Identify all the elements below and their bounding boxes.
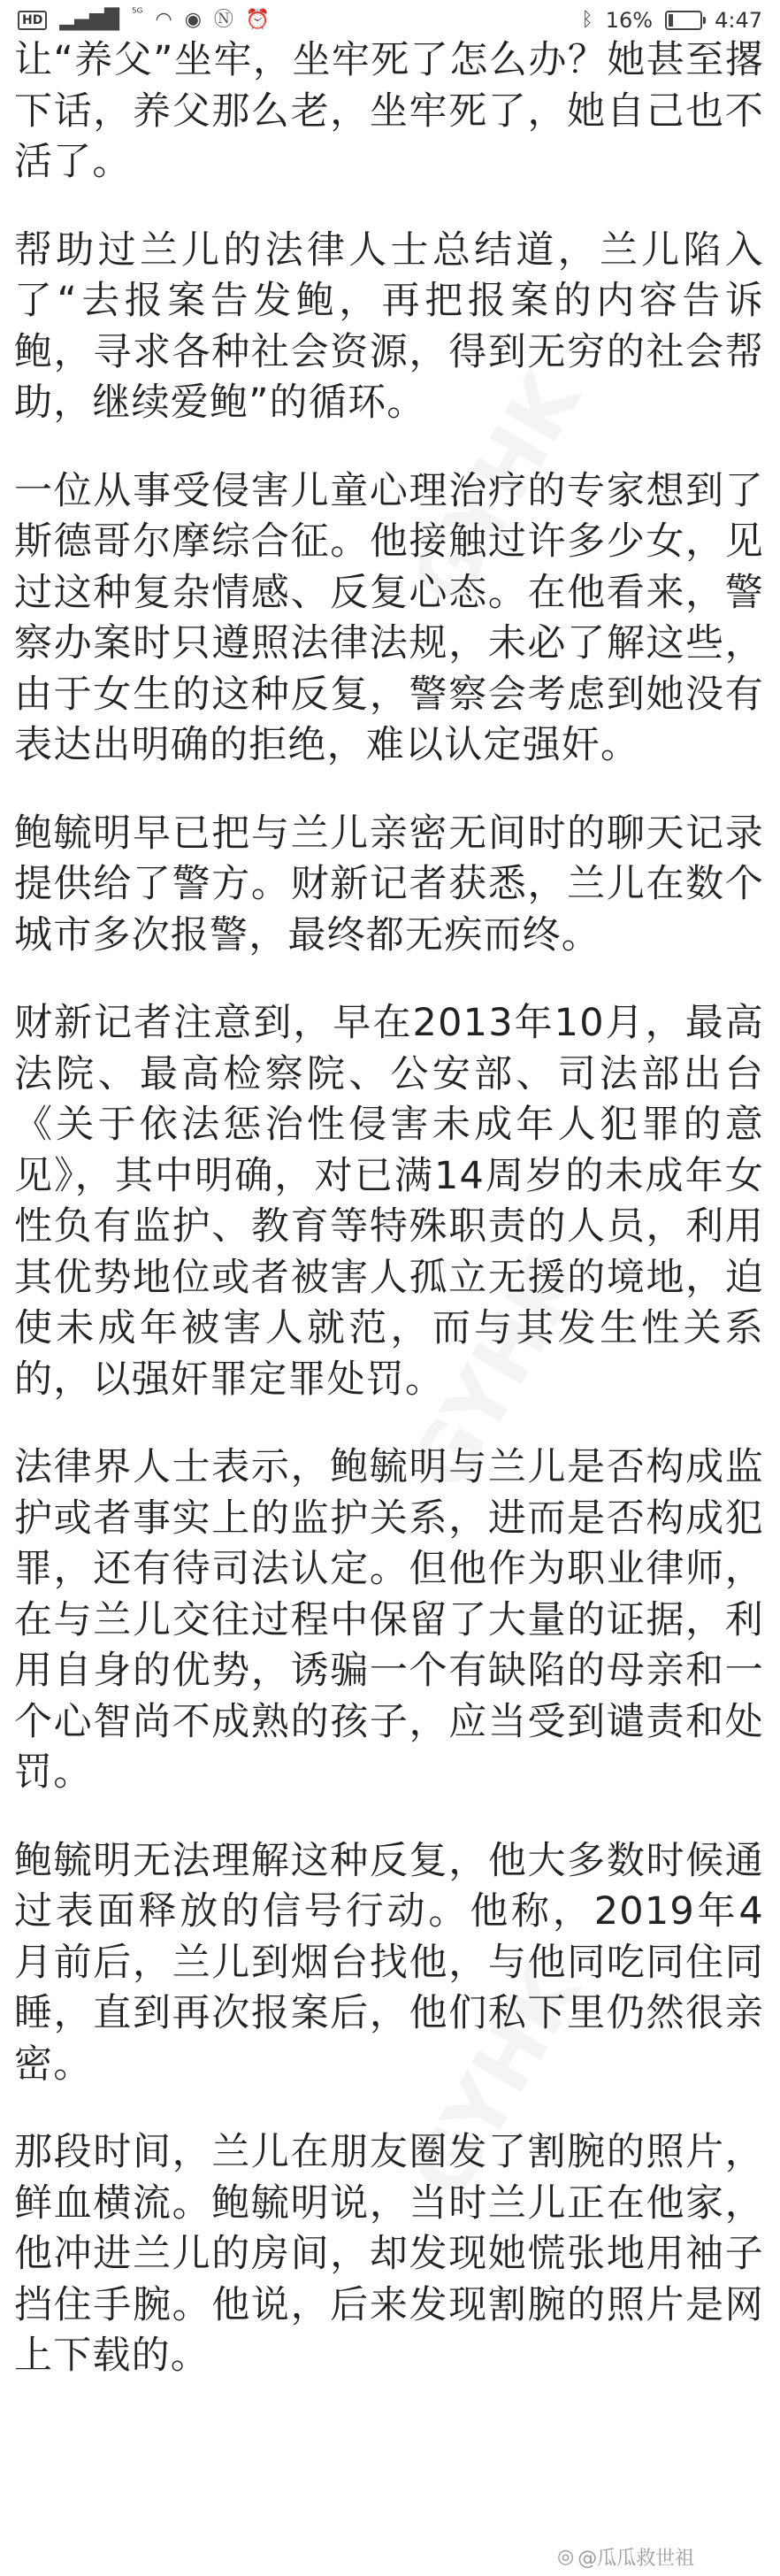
network-type: ⁵ᴳ <box>132 6 143 20</box>
background-watermark: GYHK <box>394 358 600 620</box>
battery-fill <box>669 14 673 27</box>
alarm-icon: ⏰ <box>245 9 271 31</box>
article-body <box>0 35 780 2419</box>
eye-icon: ◉ <box>184 9 202 31</box>
watermark-text: @瓜瓜救世祖 <box>577 2548 695 2570</box>
battery-icon <box>665 11 702 30</box>
hd-icon: HD <box>18 11 47 30</box>
article-paragraph: 帮助过兰儿的法律人士总结道，兰儿陷入了“去报案告发鲍，再把报案的内容告诉鲍，寻求各种社会资源，得到无穷的社会帮助，继续爱鲍”的循环。 <box>14 227 764 425</box>
article-paragraph: 那段时间，兰儿在朋友圈发了割腕的照片，鲜血横流。鲍毓明说，当时兰儿正在他家，他冲进兰儿的房间，却发现她慌张地用袖子挡住手腕。他说，后来发现割腕的照片是网上下载的。 <box>14 2130 764 2378</box>
article-paragraph: 让“养父”坐牢，坐牢死了怎么办？她甚至撂下话，养父那么老，坐牢死了，她自己也不活了。 <box>14 38 764 184</box>
article-paragraph: 鲍毓明早已把与兰儿亲密无间时的聊天记录提供给了警方。财新记者获悉，兰儿在数个城市多次报警，最终都无疾而终。 <box>14 811 764 957</box>
wifi-icon: ◠ <box>155 9 172 31</box>
article-paragraph: 财新记者注意到，早在2013年10月，最高法院、最高检察院、公安部、司法部出台《关于依法惩治性侵害未成年人犯罪的意见》，其中明确，对已满14周岁的未成年女性负有监护、教育等特殊职责的人员，利用其优势地位或者被害人孤立无援的境地，迫使未成年被害人就范，而与其发生性关系的，以强奸罪定罪处罚。 <box>14 1001 764 1402</box>
status-right <box>582 8 762 33</box>
battery-percent: 16% <box>605 8 654 33</box>
article-paragraph: 鲍毓明无法理解这种反复，他大多数时候通过表面释放的信号行动。他称，2019年4月前后，兰儿到烟台找他，与他同吃同住同睡，直到再次报案后，他们私下里仍然很亲密。 <box>14 1838 764 2087</box>
background-watermark: GYHK <box>394 1950 600 2213</box>
article-paragraph: 法律界人士表示，鲍毓明与兰儿是否构成监护或者事实上的监护关系，进而是否构成犯罪，还有待司法认定。但他作为职业律师，在与兰儿交往过程中保留了大量的证据，利用自身的优势，诱骗一个有缺陷的母亲和一个心智尚不成熟的孩子，应当受到谴责和处罚。 <box>14 1445 764 1795</box>
bluetooth-icon: ᛒ <box>581 9 593 31</box>
signal-icon: ▂▄▆█ <box>59 9 120 31</box>
weibo-watermark <box>557 2543 694 2571</box>
status-left <box>18 6 271 31</box>
article-paragraph: 一位从事受侵害儿童心理治疗的专家想到了斯德哥尔摩综合征。他接触过许多少女，见过这种复杂情感、反复心态。在他看来，警察办案时只遵照法律法规，未必了解这些，由于女生的这种反复，警察会考虑到她没有表达出明确的拒绝，难以认定强奸。 <box>14 468 764 767</box>
clock: 4:47 <box>715 8 762 33</box>
nfc-icon: Ⓝ <box>213 9 233 31</box>
background-watermark: GYHK <box>394 1242 600 1505</box>
weibo-logo-icon: ◎ <box>557 2546 575 2568</box>
